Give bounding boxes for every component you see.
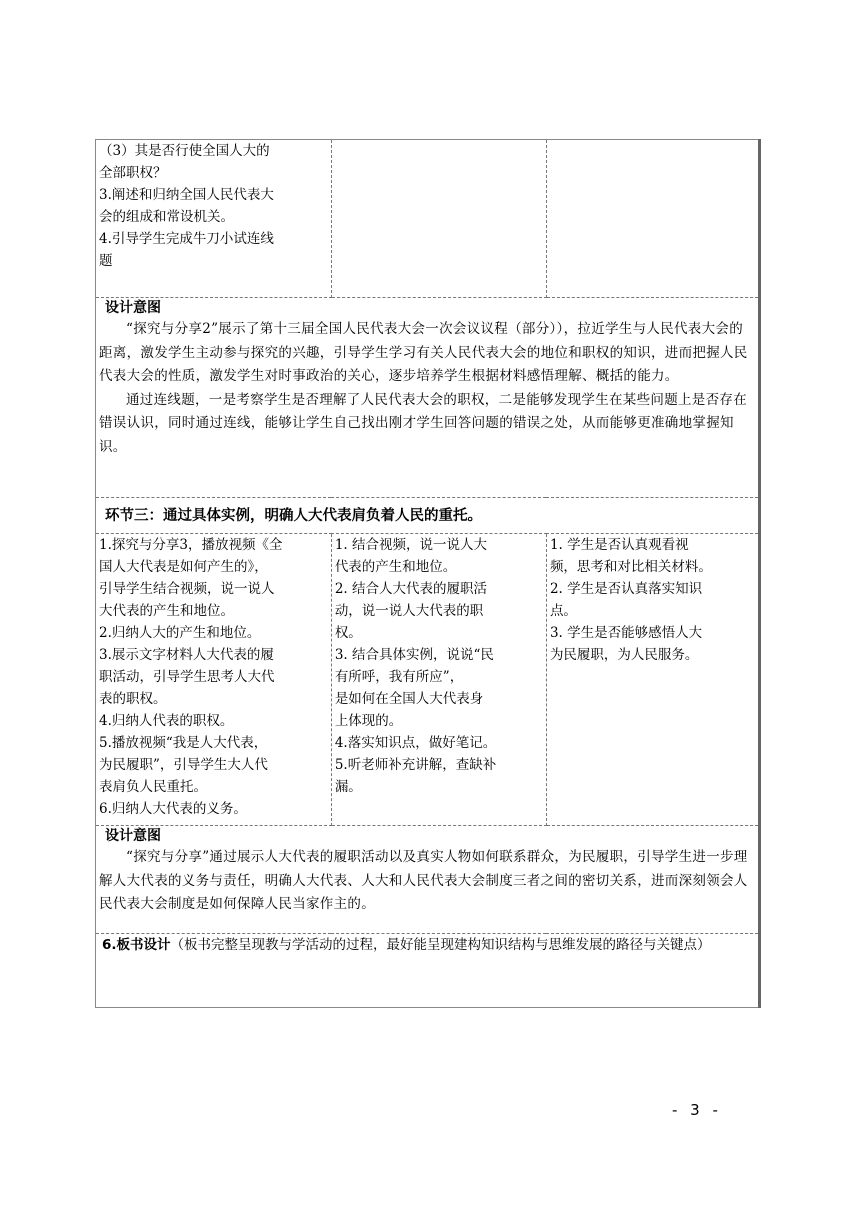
text-line: 5.播放视频“我是人大代表， (99, 735, 268, 751)
text-line: 大代表的产生和地位。 (99, 603, 234, 619)
design-intent-row-3 (96, 826, 760, 934)
text-line: 4.落实知识点，做好笔记。 (334, 735, 497, 751)
text-line: 代表的产生和地位。 (334, 559, 457, 575)
board-design-cell (96, 934, 760, 1008)
text-line: 权。 (334, 625, 362, 641)
board-design-row (96, 934, 760, 1008)
activity-row-2 (96, 140, 760, 298)
text-line: 职活动，引导学生思考人大代 (99, 669, 275, 685)
text-line: 有所呼，我有所应”， (334, 669, 464, 685)
text-line: 1. 学生是否认真观看视 (549, 537, 689, 553)
text-line: 为民履职”，引导学生大人代 (99, 757, 268, 773)
student-activity-cell (331, 140, 546, 298)
text-line: 2. 学生是否认真落实知识 (549, 581, 703, 597)
text-line: 是如何在全国人大代表身 (334, 691, 484, 707)
design-intent-cell (96, 826, 760, 934)
text-line: （3）其是否行使全国人大的 (99, 143, 270, 159)
text-line: 点。 (549, 603, 577, 619)
design-intent-paragraph: “探究与分享2”展示了第十三届全国人民代表大会一次会议议程（部分）），拉近学生与人民代表大会的距离，激发学生主动参与探究的兴趣，引导学生学习有关人民代表大会的地位和职权的知识，进而把握人民代表大会的性质，激发学生对时事政治的关心，逐步培养学生根据材料感悟理解、概括的能力。 (99, 321, 748, 384)
evaluation-cell (546, 140, 759, 298)
section-title-cell (96, 498, 760, 534)
text-line: 会的组成和常设机关。 (99, 209, 234, 225)
teacher-activity-cell (96, 534, 332, 826)
text-line: 为民履职，为人民服务。 (549, 647, 699, 663)
design-intent-heading: 设计意图 (105, 828, 161, 844)
page-number: - 3 - (672, 1101, 722, 1119)
text-line: 5.听老师补充讲解，查缺补 (334, 757, 497, 773)
text-line: 1.探究与分享3，播放视频《全 (99, 537, 283, 553)
text-line: 4.引导学生完成牛刀小试连线 (99, 231, 274, 247)
section-title-row (96, 498, 760, 534)
text-line: 1. 结合视频，说一说人大 (334, 537, 487, 553)
text-line: 上体现的。 (334, 713, 403, 729)
lesson-plan-table (95, 139, 761, 1008)
text-line: 4.归纳人代表的职权。 (99, 713, 234, 729)
activity-row-3 (96, 534, 760, 826)
design-intent-cell (96, 298, 760, 498)
design-intent-paragraph: 通过连线题，一是考察学生是否理解了人民代表大会的职权，二是能够发现学生在某些问题上是否存在错误认识，同时通过连线，能够让学生自己找出刚才学生回答问题的错误之处，从而能够更准确地掌握知识。 (99, 391, 747, 455)
board-design-text (99, 934, 755, 957)
teacher-activity-cell (96, 140, 332, 298)
design-intent-heading: 设计意图 (105, 300, 161, 316)
text-line: 表肩负人民重托。 (99, 779, 207, 795)
text-line: 3.阐述和归纳全国人民代表大 (99, 187, 274, 203)
text-line: 漏。 (334, 779, 362, 795)
text-line: 全部职权？ (99, 165, 167, 181)
text-line: 2. 结合人大代表的履职活 (334, 581, 487, 597)
text-line: 3. 结合具体实例，说说“民 (334, 647, 494, 663)
text-line: 国人大代表是如何产生的》， (99, 559, 268, 575)
text-line: 题 (99, 253, 113, 269)
text-line: 动，说一说人大代表的职 (334, 603, 484, 619)
board-design-note: （板书完整呈现教与学活动的过程，最好能呈现建构知识结构与思维发展的路径与关键点） (170, 937, 711, 953)
text-line: 3.展示文字材料人大代表的履 (99, 647, 274, 663)
text-line: 3. 学生是否能够感悟人大 (549, 625, 703, 641)
evaluation-cell (546, 534, 759, 826)
design-intent-paragraph: “探究与分享”通过展示人大代表的履职活动以及真实人物如何联系群众，为民履职，引导学生进一步理解人大代表的义务与责任，明确人大代表、人大和人民代表大会制度三者之间的密切关系，进而深刻领会人民代表大会制度是如何保障人民当家作主的。 (99, 849, 748, 912)
board-design-title: 6.板书设计 (102, 937, 171, 953)
text-line: 2.归纳人大的产生和地位。 (99, 625, 261, 641)
design-intent-row-2 (96, 298, 760, 498)
text-line: 表的职权。 (99, 691, 167, 707)
text-line: 频，思考和对比相关材料。 (549, 559, 712, 575)
text-line: 6.归纳人大代表的义务。 (99, 801, 247, 817)
section-title: 环节三：通过具体实例，明确人大代表肩负着人民的重托。 (105, 507, 482, 524)
student-activity-cell (331, 534, 546, 826)
text-line: 引导学生结合视频，说一说人 (99, 581, 275, 597)
